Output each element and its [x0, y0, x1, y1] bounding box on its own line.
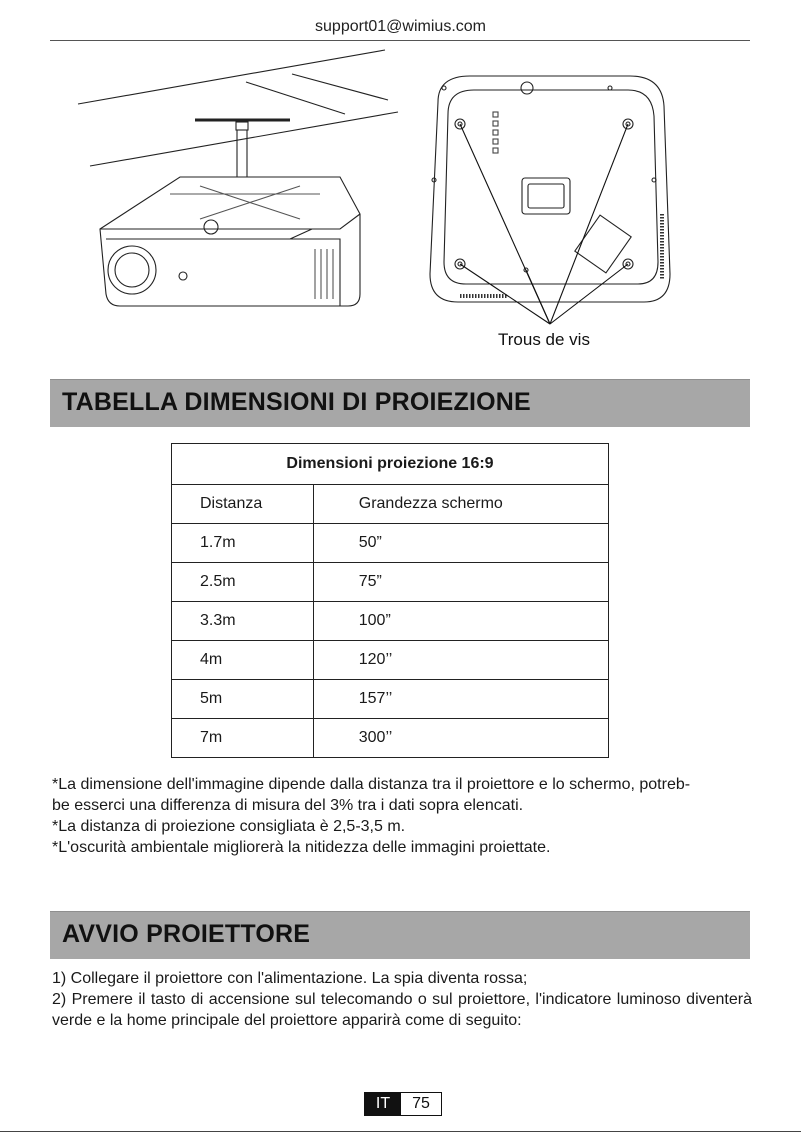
footer-divider	[0, 1131, 801, 1132]
screen-size-cell: 157’’	[313, 680, 608, 719]
table-title: Dimensioni proiezione 16:9	[172, 444, 609, 485]
table-row	[172, 641, 609, 680]
table-header-row	[172, 485, 609, 524]
table-row	[172, 719, 609, 758]
projector-body	[100, 177, 360, 306]
startup-section-title: AVVIO PROIETTORE	[62, 920, 311, 948]
screen-size-cell: 75”	[313, 563, 608, 602]
distance-cell: 5m	[172, 680, 314, 719]
screen-size-cell: 50”	[313, 524, 608, 563]
note-line: be esserci una differenza di misura del 3% tra i dati sopra elencati.	[52, 797, 524, 814]
table-row	[172, 680, 609, 719]
screen-size-cell: 120’’	[313, 641, 608, 680]
note-line: *La dimensione dell'immagine dipende dalla distanza tra il proiettore e lo schermo, potreb-	[52, 776, 691, 793]
page-badge	[364, 1092, 442, 1116]
projector-mount-illustration	[50, 44, 750, 364]
support-email: support01@wimius.com	[315, 18, 486, 35]
column-header-distance: Distanza	[172, 485, 314, 524]
note-line: *L'oscurità ambientale migliorerà la nitidezza delle immagini proiettate.	[52, 839, 551, 856]
table-row	[172, 602, 609, 641]
projection-section-header	[50, 379, 750, 427]
projection-notes	[52, 774, 752, 858]
note-line: *La distanza di proiezione consigliata è 2,5-3,5 m.	[52, 818, 406, 835]
step-item: 2) Premere il tasto di accensione sul telecomando o sul proiettore, l'indicatore luminoso diventerà verde e la home principale del proiettore apparirà come di seguito:	[52, 991, 752, 1029]
screw-holes-label: Trous de vis	[498, 330, 590, 349]
table-title-row	[172, 444, 609, 485]
header-divider	[50, 40, 750, 41]
column-header-screen-size: Grandezza schermo	[313, 485, 608, 524]
table-row	[172, 563, 609, 602]
distance-cell: 2.5m	[172, 563, 314, 602]
table-row	[172, 524, 609, 563]
distance-cell: 4m	[172, 641, 314, 680]
startup-section-header	[50, 911, 750, 959]
language-code: IT	[365, 1093, 401, 1115]
distance-cell: 1.7m	[172, 524, 314, 563]
screen-size-cell: 100”	[313, 602, 608, 641]
page-number: 75	[401, 1093, 441, 1115]
projection-section-title: TABELLA DIMENSIONI DI PROIEZIONE	[62, 388, 531, 416]
step-item: 1) Collegare il proiettore con l'alimentazione. La spia diventa rossa;	[52, 970, 528, 987]
ceiling-lines	[78, 50, 398, 166]
distance-cell: 3.3m	[172, 602, 314, 641]
startup-steps	[52, 968, 752, 1031]
distance-cell: 7m	[172, 719, 314, 758]
projection-dimensions-table	[171, 443, 609, 758]
screen-size-cell: 300’’	[313, 719, 608, 758]
